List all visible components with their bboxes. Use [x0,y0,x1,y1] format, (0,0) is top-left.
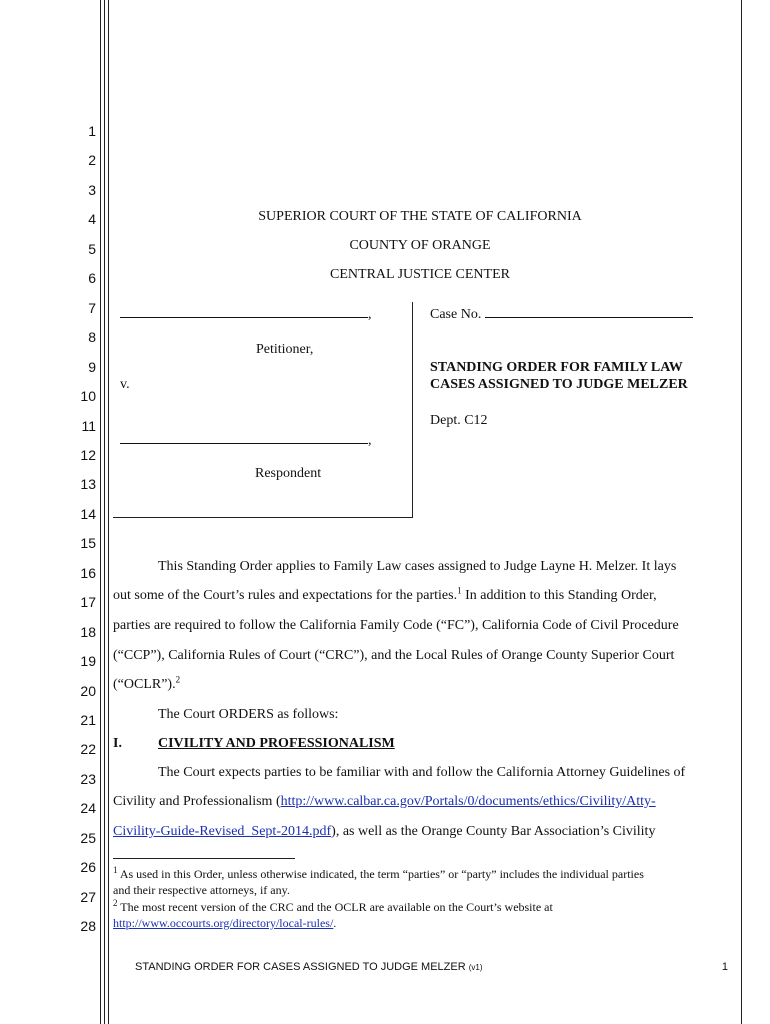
line-number: 8 [88,329,96,346]
body-line-20: (“OCLR”).$^2$ [113,674,181,692]
right-margin-rule [741,0,742,1024]
section-heading: CIVILITY AND PROFESSIONALISM [158,736,395,751]
footnote-2-line1: $^2$ The most recent version of the CRC and the OCLR are available on the Court’s website at [113,898,553,914]
body-line-16: This Standing Order applies to Family Law cases assigned to Judge Layne H. Melzer. It lays [158,559,677,574]
line-number: 9 [88,358,96,375]
petitioner-label: Petitioner, [256,342,314,357]
line-number: 3 [88,181,96,198]
versus-label: v. [120,377,130,392]
body-line-21: The Court ORDERS as follows: [158,707,339,722]
line-number: 20 [80,682,96,699]
body-line-17: out some of the Court’s rules and expectations for the parties.$^1$ In addition to this Standing Order, [113,585,657,603]
footnote-ref-2[interactable]: 2 [175,674,181,685]
body-line-18: parties are required to follow the California Family Code (“FC”), California Code of Civil Procedure [113,618,679,633]
line-number: 18 [80,623,96,640]
footer-document-title: STANDING ORDER FOR CASES ASSIGNED TO JUDGE MELZER (v1) [135,961,483,973]
line-number: 23 [80,770,96,787]
line-number: 12 [80,446,96,463]
line-number: 2 [88,152,96,169]
left-margin-rule-outer [100,0,101,1024]
order-title-line2: CASES ASSIGNED TO JUDGE MELZER [430,377,688,392]
respondent-label: Respondent [255,466,322,481]
case-number-field[interactable]: Case No. [430,305,693,324]
section-number: I. [113,736,122,751]
line-number: 21 [80,712,96,728]
occourts-local-rules-link[interactable]: http://www.occourts.org/directory/local-rules/ [113,916,334,930]
line-number: 11 [81,417,96,434]
line-number: 22 [80,741,96,758]
body-line-19: (“CCP”), California Rules of Court (“CRC”), and the Local Rules of Orange County Superior Court [113,648,675,663]
body-line-25: Civility-Guide-Revised_Sept-2014.pdf), as well as the Orange County Bar Association’s Civility [113,824,656,839]
respondent-name-line[interactable]: , [120,431,372,450]
footnote-separator [113,858,295,859]
line-number: 13 [80,476,96,493]
order-title-line1: STANDING ORDER FOR FAMILY LAW [430,360,683,375]
line-number: 14 [80,505,96,522]
footnote-2-line2: http://www.occourts.org/directory/local-rules/. [113,916,337,930]
footnote-ref-1[interactable]: 1 [457,585,462,596]
calbar-civility-link-cont[interactable]: Civility-Guide-Revised_Sept-2014.pdf [113,824,332,839]
county-name: COUNTY OF ORANGE [349,238,491,253]
line-number: 6 [88,270,96,287]
line-number: 28 [80,918,96,935]
footnote-1-line1: $^1$ As used in this Order, unless otherwise indicated, the term “parties” or “party” includes the individual parties [113,865,644,881]
calbar-civility-link[interactable]: http://www.calbar.ca.gov/Portals/0/documents/ethics/Civility/Atty- [280,794,656,809]
line-number: 5 [88,240,96,257]
footer-page-number: 1 [721,961,728,973]
line-number: 7 [88,299,96,316]
left-margin-rule-inner [104,0,105,1024]
department-label: Dept. C12 [430,413,488,428]
petitioner-name-line[interactable]: , [120,305,372,324]
courthouse-name: CENTRAL JUSTICE CENTER [330,267,510,282]
caption-party-box [113,302,413,518]
line-number: 16 [80,564,96,581]
court-name: SUPERIOR COURT OF THE STATE OF CALIFORNIA [258,209,582,224]
body-line-24: Civility and Professionalism (http://www.calbar.ca.gov/Portals/0/documents/ethics/Civility/Atty- [113,794,656,809]
line-number: 17 [80,594,96,611]
line-number: 27 [80,888,96,905]
left-margin-rule-third [108,0,109,1024]
line-number: 4 [88,211,96,228]
line-number: 24 [80,800,96,817]
line-number: 19 [80,653,96,670]
body-line-23: The Court expects parties to be familiar with and follow the California Attorney Guidelines of [158,765,686,780]
line-number: 25 [80,829,96,846]
line-number: 10 [80,388,96,405]
line-number: 1 [88,123,96,139]
footnote-1-line2: and their respective attorneys, if any. [113,883,290,897]
line-number: 26 [80,859,96,876]
line-number: 15 [80,535,96,552]
